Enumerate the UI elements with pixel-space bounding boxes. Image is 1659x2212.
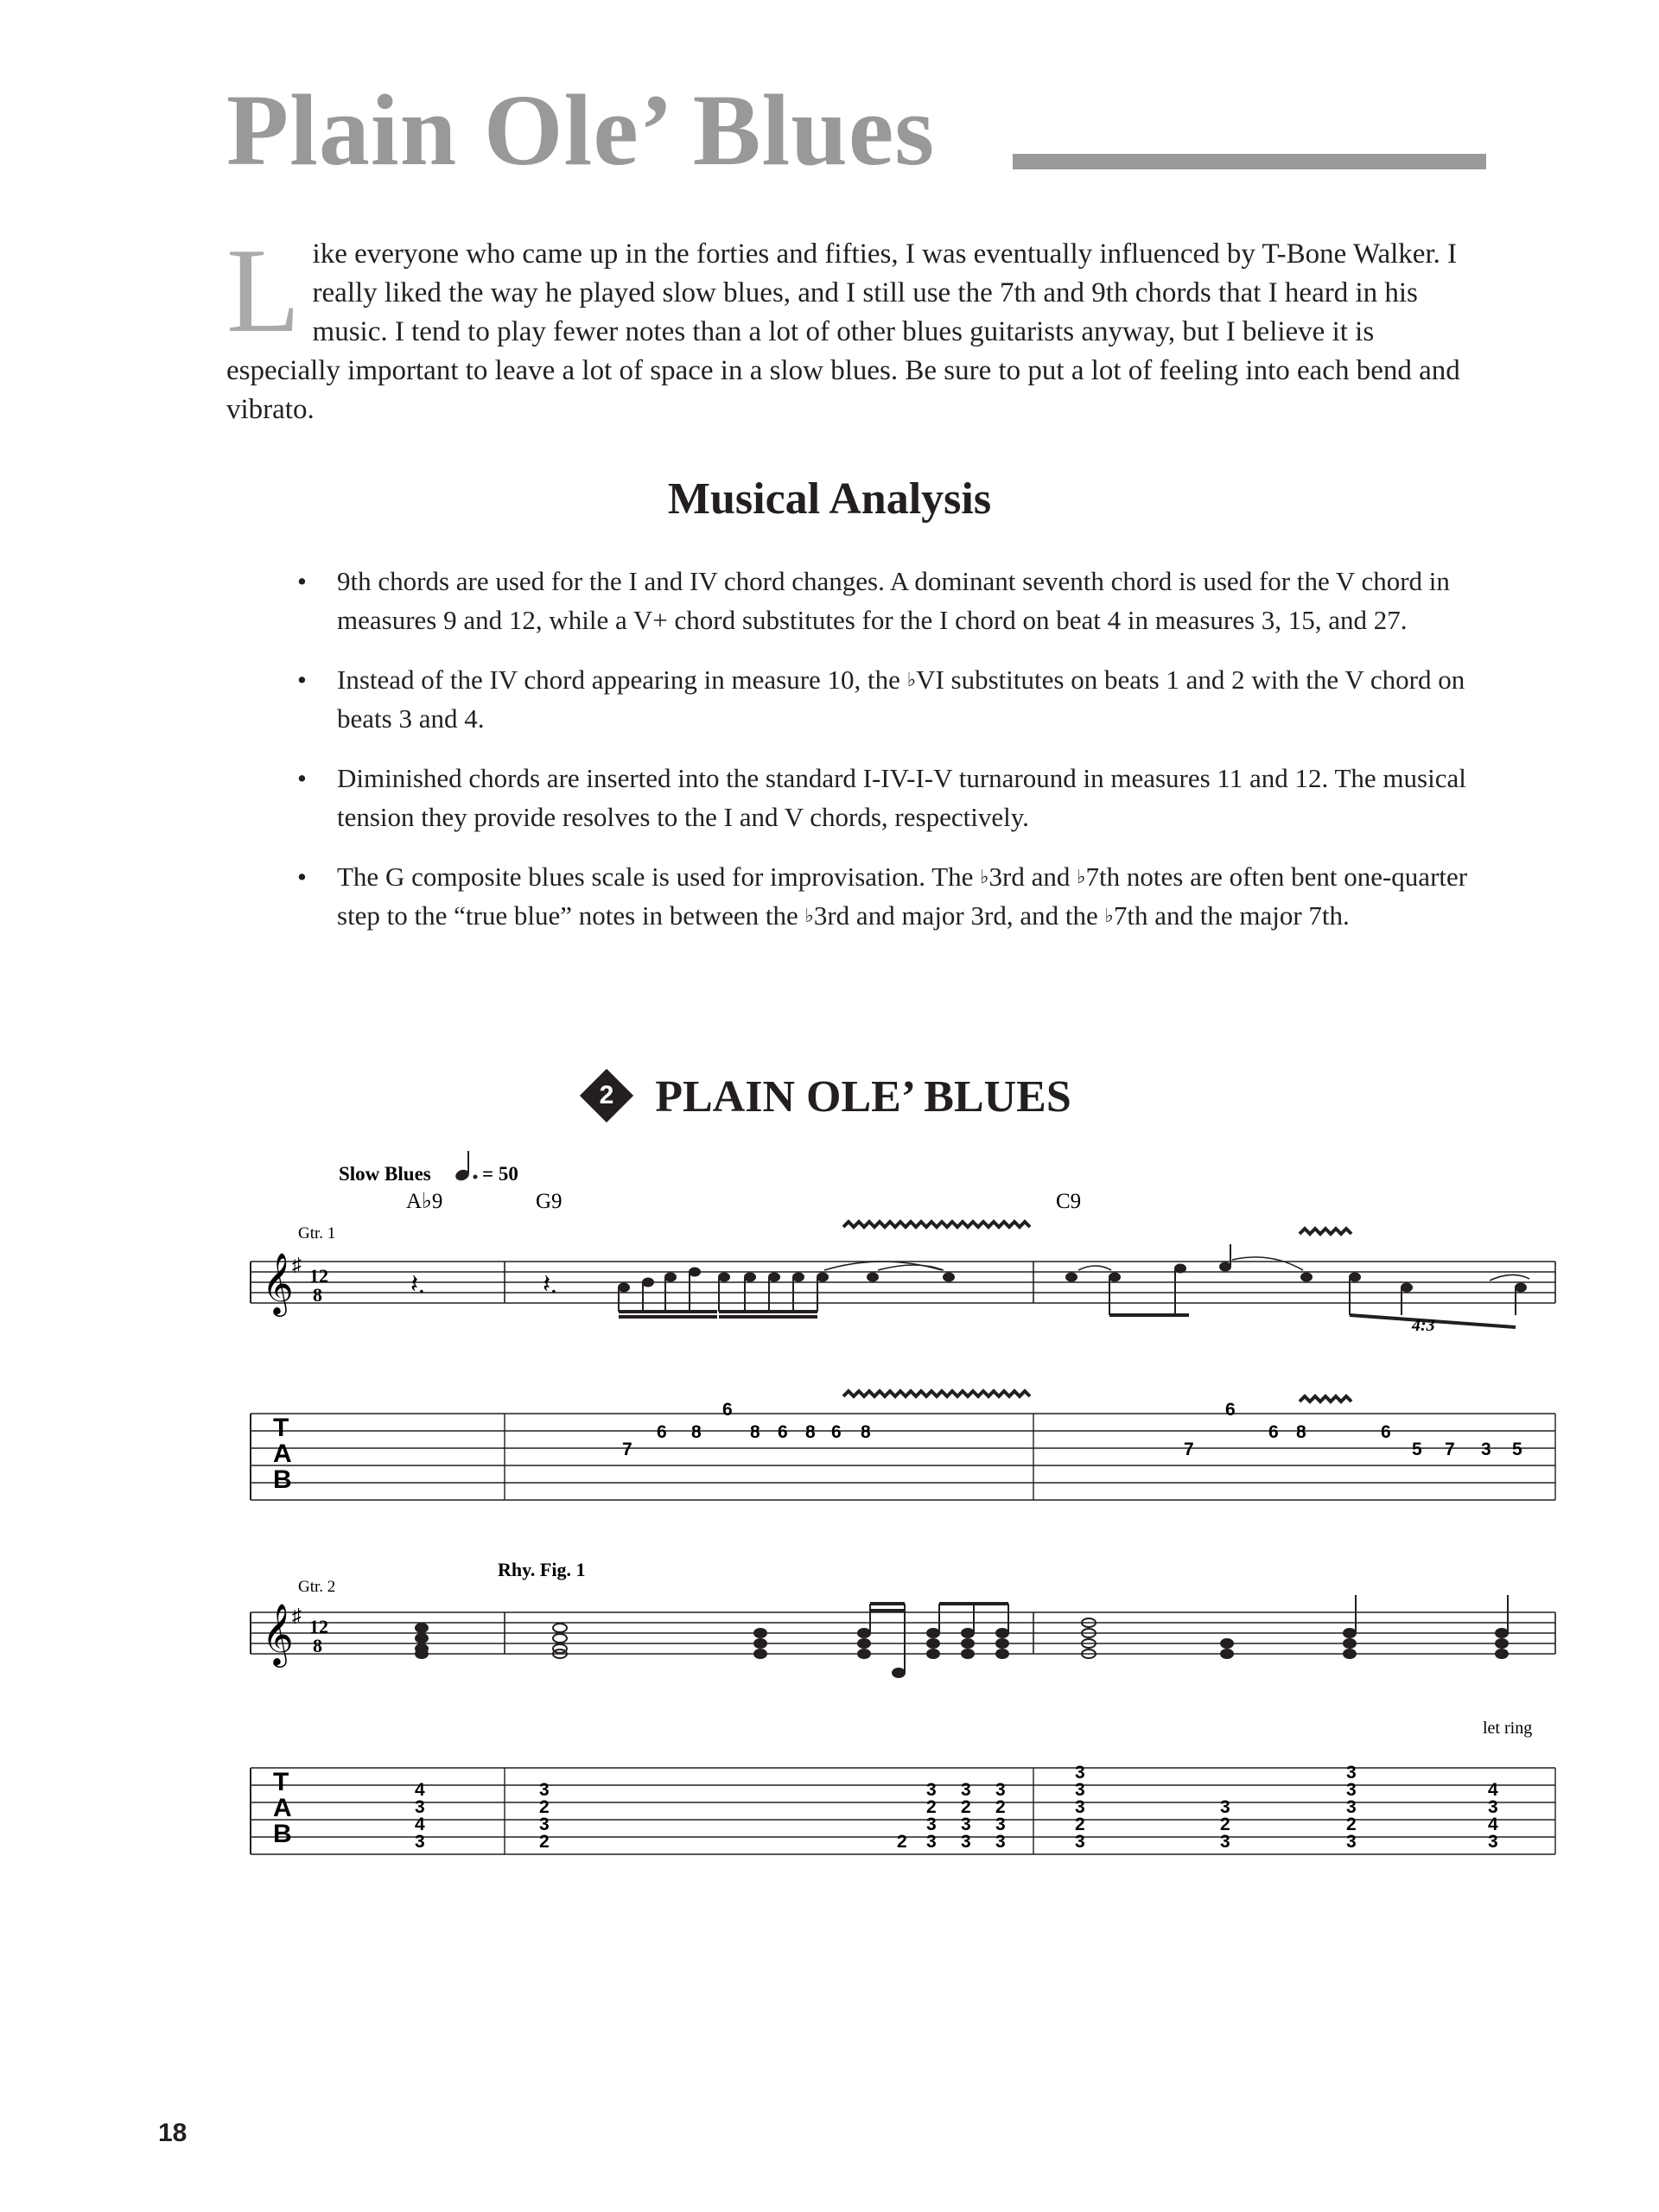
tab-fret-number: 6 (1225, 1400, 1236, 1420)
tab-fret-number: 6 (831, 1422, 842, 1442)
tab-fret-number: 3 (539, 1815, 550, 1834)
tab-fret-number: 2 (539, 1832, 550, 1852)
tab-fret-number: 8 (750, 1422, 760, 1442)
tuplet-label: 4:3 (1412, 1316, 1435, 1335)
tab-fret-number: 4 (415, 1780, 425, 1800)
tab-fret-number: 3 (1346, 1763, 1357, 1783)
tab-fret-number: 6 (1268, 1422, 1279, 1442)
tab-staff-guitar-1 (251, 1414, 1555, 1500)
key-signature-sharp-icon: ♯ (292, 1254, 302, 1275)
tab-fret-number: 2 (926, 1797, 937, 1817)
tab-fret-number: 3 (1220, 1797, 1230, 1817)
song-title: PLAIN OLE’ BLUES (655, 1072, 1071, 1122)
tab-fret-number: 4 (1488, 1780, 1498, 1800)
svg-text:T: T (273, 1768, 289, 1796)
track-number-badge: 2 (580, 1069, 633, 1122)
svg-text:A: A (273, 1440, 292, 1468)
svg-text:B: B (273, 1820, 292, 1848)
chord-symbol: C9 (1056, 1190, 1082, 1213)
tab-fret-number: 3 (1481, 1440, 1491, 1459)
tab-fret-number: 6 (778, 1422, 788, 1442)
melody-notes (619, 1244, 1526, 1327)
tab-fret-number: 6 (1381, 1422, 1391, 1442)
intro-paragraph (226, 224, 1471, 429)
guitar-2-label: Gtr. 2 (298, 1578, 336, 1596)
tab-numbers-guitar-2 (415, 1763, 1498, 1852)
notation-score (0, 1123, 1659, 1901)
svg-text:B: B (273, 1465, 292, 1494)
tab-fret-number: 3 (1488, 1797, 1498, 1817)
tab-fret-number: 3 (1346, 1780, 1357, 1800)
tab-fret-number: 2 (995, 1797, 1006, 1817)
rest-icon: 𝄽. (410, 1270, 425, 1299)
tab-fret-number: 5 (1412, 1440, 1422, 1459)
tab-fret-number: 4 (1488, 1815, 1498, 1834)
tempo-value: = 50 (482, 1163, 518, 1185)
analysis-bullet: • The G composite blues scale is used for improvisation. The ♭3rd and ♭7th notes are often bent one-quarter step to the “true blue” notes in between the ♭3rd and major 3rd, and the ♭7th and the major 7th. (297, 861, 1468, 931)
tab-fret-number: 5 (1512, 1440, 1522, 1459)
tab-fret-number: 3 (1075, 1763, 1085, 1783)
tab-fret-number: 3 (1220, 1832, 1230, 1852)
treble-clef-icon: 𝄞 (262, 1255, 294, 1313)
tab-fret-number: 3 (1346, 1832, 1357, 1852)
page-title: Plain Ole’ Blues (226, 73, 936, 187)
tab-fret-number: 7 (1184, 1440, 1194, 1459)
chord-notes (416, 1595, 1508, 1677)
time-signature-top: 12 (309, 1265, 328, 1287)
tab-fret-number: 7 (1445, 1440, 1455, 1459)
tab-fret-number: 6 (657, 1422, 667, 1442)
tab-fret-number: 3 (1075, 1780, 1085, 1800)
time-signature-top: 12 (309, 1616, 328, 1637)
tab-clef-1 (273, 1414, 292, 1494)
tab-fret-number: 3 (1075, 1797, 1085, 1817)
page-number: 18 (158, 2119, 188, 2147)
let-ring-label: let ring (1483, 1719, 1533, 1738)
tab-fret-number: 3 (961, 1780, 971, 1800)
chord-symbol: G9 (536, 1190, 563, 1213)
svg-text:T: T (273, 1414, 289, 1442)
tab-fret-number: 3 (1488, 1832, 1498, 1852)
tab-clef-2 (273, 1768, 292, 1848)
tab-fret-number: 8 (691, 1422, 702, 1442)
tab-fret-number: 3 (539, 1780, 550, 1800)
rhythm-figure-label: Rhy. Fig. 1 (498, 1559, 586, 1580)
song-heading (0, 1071, 1659, 1122)
tab-fret-number: 6 (722, 1400, 733, 1420)
rest-icon: 𝄽. (543, 1270, 557, 1299)
tab-fret-number: 3 (995, 1832, 1006, 1852)
tab-fret-number: 3 (961, 1815, 971, 1834)
tab-fret-number: 4 (415, 1815, 425, 1834)
tempo-label: Slow Blues (339, 1163, 431, 1185)
tab-fret-number: 8 (1296, 1422, 1306, 1442)
tab-fret-number: 2 (539, 1797, 550, 1817)
tab-fret-number: 3 (926, 1815, 937, 1834)
guitar-1-label: Gtr. 1 (298, 1224, 336, 1243)
tab-fret-number: 8 (861, 1422, 871, 1442)
tab-fret-number: 3 (995, 1780, 1006, 1800)
tab-fret-number: 2 (1220, 1815, 1230, 1834)
analysis-bullet: • 9th chords are used for the I and IV chord changes. A dominant seventh chord is used for the V chord in measures 9 and 12, while a V+ chord substitutes for the I chord on beat 4 in measures 3, 15, and 27. (297, 566, 1450, 635)
tab-fret-number: 2 (1075, 1815, 1085, 1834)
svg-text:A: A (273, 1794, 292, 1822)
tab-fret-number: 3 (415, 1797, 425, 1817)
intro-text: ike everyone who came up in the forties and fifties, I was eventually influenced by T-Bone Walker. I really liked the way he played slow blues, and I still use the 7th and 9th chords that I heard in his music. I tend to play fewer notes than a lot of other blues guitarists anyway, but I believe it is especially important to leave a lot of space in a slow blues. Be sure to put a lot of feeling into each bend and vibrato. (226, 238, 1460, 425)
chord-symbol: A♭9 (406, 1190, 443, 1213)
analysis-bullet: • Diminished chords are inserted into the standard I-IV-I-V turnaround in measures 11 and 12. The musical tension they provide resolves to the I and V chords, respectively. (297, 763, 1466, 832)
vibrato-icon (843, 1222, 1351, 1402)
tempo-note-icon (454, 1151, 477, 1182)
staff-guitar-2 (251, 1612, 1555, 1654)
analysis-bullet: • Instead of the IV chord appearing in measure 10, the ♭VI substitutes on beats 1 and 2 with the V chord on beats 3 and 4. (297, 664, 1465, 734)
treble-clef-icon: 𝄞 (262, 1605, 294, 1664)
tab-fret-number: 3 (926, 1832, 937, 1852)
tab-fret-number: 3 (926, 1780, 937, 1800)
tab-fret-number: 7 (622, 1440, 632, 1459)
tab-fret-number: 2 (1346, 1815, 1357, 1834)
tab-fret-number: 8 (805, 1422, 816, 1442)
tab-fret-number: 2 (897, 1832, 907, 1852)
time-signature-bottom: 8 (313, 1284, 322, 1306)
tab-fret-number: 3 (1346, 1797, 1357, 1817)
tab-numbers-guitar-1 (622, 1400, 1522, 1459)
musical-analysis-heading: Musical Analysis (667, 474, 992, 524)
title-rule (1013, 154, 1486, 169)
key-signature-sharp-icon: ♯ (292, 1605, 302, 1626)
staff-guitar-1 (251, 1262, 1555, 1303)
tab-fret-number: 3 (995, 1815, 1006, 1834)
tab-fret-number: 3 (1075, 1832, 1085, 1852)
analysis-bullet-list (285, 562, 1478, 956)
time-signature-bottom: 8 (313, 1635, 322, 1656)
tab-fret-number: 3 (961, 1832, 971, 1852)
drop-cap: L (226, 224, 301, 358)
tab-fret-number: 2 (961, 1797, 971, 1817)
tab-fret-number: 3 (415, 1832, 425, 1852)
